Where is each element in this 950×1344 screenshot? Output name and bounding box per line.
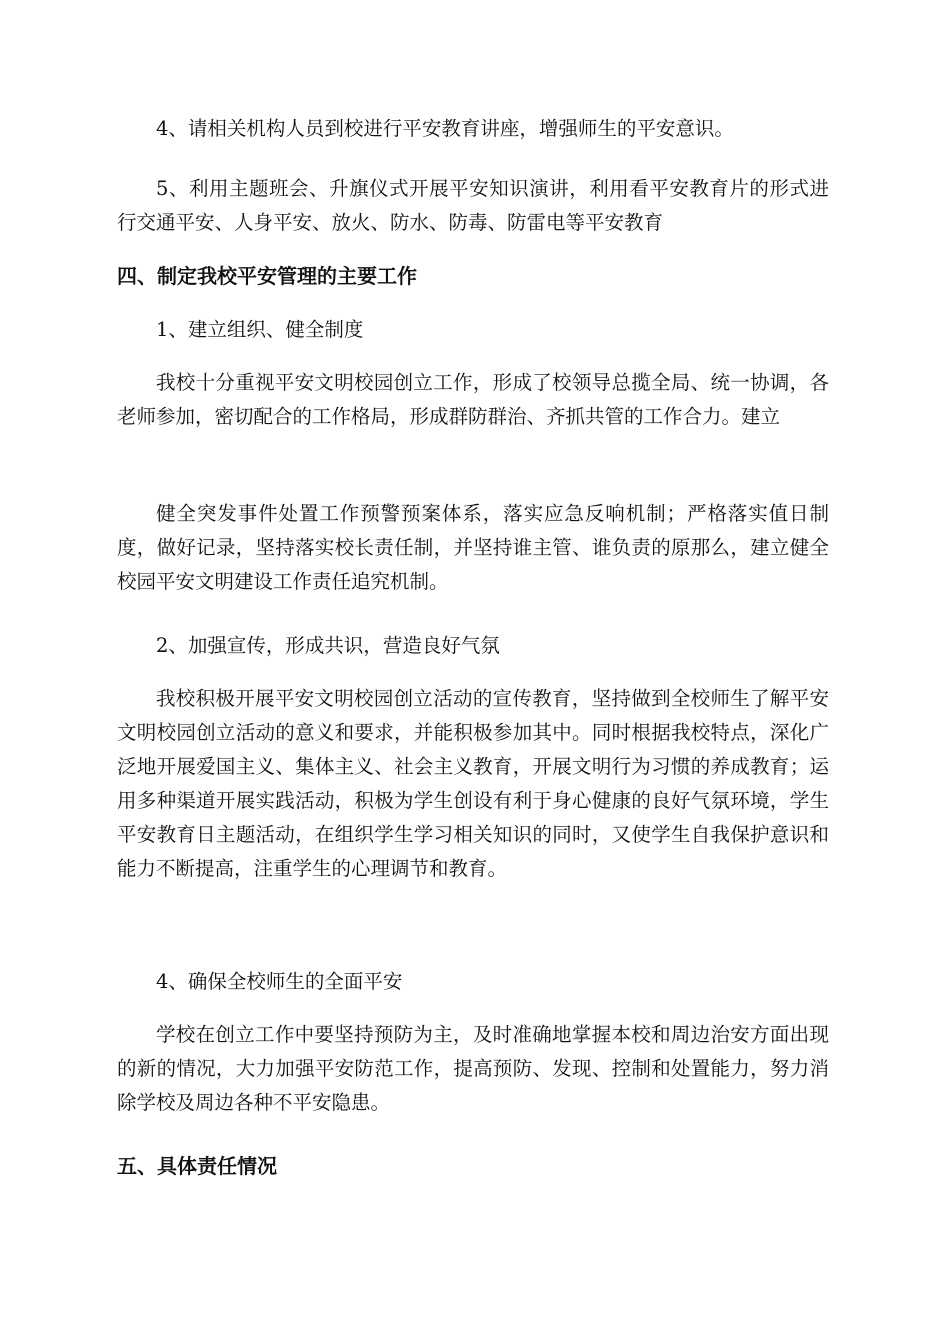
subheading-2: 2、加强宣传，形成共识，营造良好气氛 <box>156 634 500 657</box>
paragraph-emergency-system: 健全突发事件处置工作预警预案体系，落实应急反响机制；严格落实值日制度，做好记录，坚持落实校长责任制，并坚持谁主管、谁负责的原那么，建立健全校园平安文明建设工作责任追究机制。 <box>117 502 829 593</box>
paragraph-item-5: 5、利用主题班会、升旗仪式开展平安知识演讲，利用看平安教育片的形式进行交通平安、人身平安、放火、防水、防毒、防雷电等平安教育 <box>117 177 829 234</box>
paragraph-safety: 学校在创立工作中要坚持预防为主，及时准确地掌握本校和周边治安方面出现的新的情况，大力加强平安防范工作，提高预防、发现、控制和处置能力，努力消除学校及周边各种不平安隐患。 <box>117 1023 829 1114</box>
section-heading-4: 四、制定我校平安管理的主要工作 <box>117 264 417 288</box>
paragraph-organization: 我校十分重视平安文明校园创立工作，形成了校领导总揽全局、统一协调，各老师参加，密切配合的工作格局，形成群防群治、齐抓共管的工作合力。建立 <box>117 371 829 428</box>
subheading-4: 4、确保全校师生的全面平安 <box>156 970 403 993</box>
paragraph-item-4: 4、请相关机构人员到校进行平安教育讲座，增强师生的平安意识。 <box>156 117 734 140</box>
paragraph-publicity: 我校积极开展平安文明校园创立活动的宣传教育，坚持做到全校师生了解平安文明校园创立活动的意义和要求，并能积极参加其中。同时根据我校特点，深化广泛地开展爱国主义、集体主义、社会主义教育，开展文明行为习惯的养成教育；运用多种渠道开展实践活动，积极为学生创设有利于身心健康的良好气氛环境，学生平安教育日主题活动，在组织学生学习相关知识的同时，又使学生自我保护意识和能力不断提高，注重学生的心理调节和教育。 <box>117 687 829 880</box>
section-heading-5: 五、具体责任情况 <box>117 1154 277 1178</box>
subheading-1: 1、建立组织、健全制度 <box>156 318 364 341</box>
